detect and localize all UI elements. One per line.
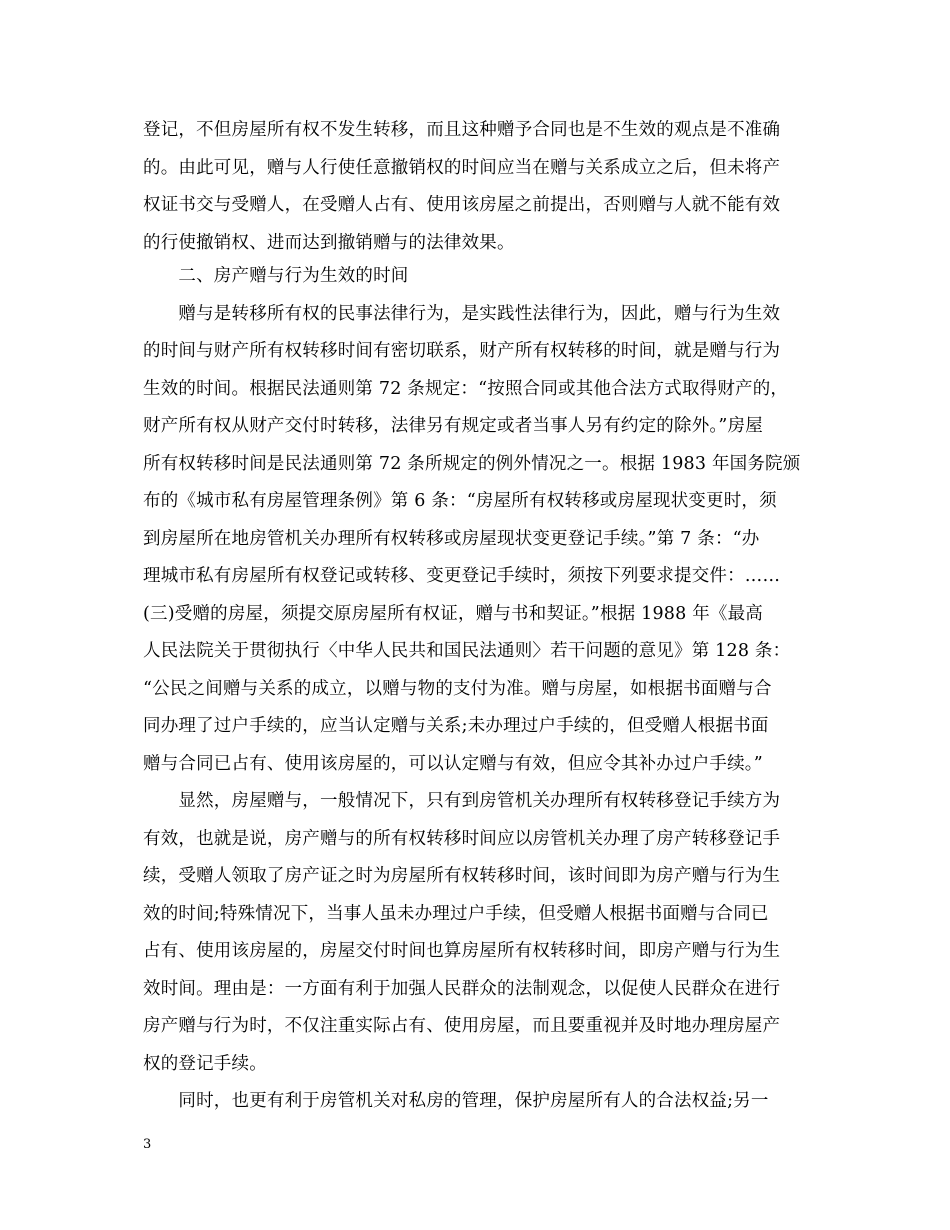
text-line: 所有权转移时间是民法通则第 72 条所规定的例外情况之一。根据 1983 年国务院颁 — [143, 454, 801, 474]
text-line: “公民之间赠与关系的成立，以赠与物的支付为准。赠与房屋，如根据书面赠与合 — [143, 679, 772, 699]
text-line: 占有、使用该房屋的，房屋交付时间也算房屋所有权转移时间，即房产赠与行为生 — [143, 941, 781, 961]
text-line: 效的时间;特殊情况下，当事人虽未办理过户手续，但受赠人根据书面赠与合同已 — [143, 904, 769, 924]
text-line: (三)受赠的房屋，须提交原房屋所有权证，赠与书和契证。”根据 1988 年《最高 — [143, 604, 764, 624]
text-line: 的。由此可见，赠与人行使任意撤销权的时间应当在赠与关系成立之后，但未将产 — [143, 158, 781, 178]
text-line: 续，受赠人领取了房产证之时为房屋所有权转移时间，该时间即为房产赠与行为生 — [143, 866, 781, 886]
text-line: 二、房产赠与行为生效的时间 — [143, 266, 409, 286]
text-line: 权证书交与受赠人，在受赠人占有、使用该房屋之前提出，否则赠与人就不能有效 — [143, 195, 781, 215]
text-line: 的时间与财产所有权转移时间有密切联系，财产所有权转移的时间，就是赠与行为 — [143, 341, 781, 361]
text-line: 的行使撤销权、进而达到撤销赠与的法律效果。 — [143, 233, 515, 253]
text-line: 生效的时间。根据民法通则第 72 条规定：“按照合同或其他合法方式取得财产的， — [143, 379, 789, 399]
text-line: 布的《城市私有房屋管理条例》第 6 条：“房屋所有权转移或房屋现状变更时，须 — [143, 491, 777, 511]
text-line: 权的登记手续。 — [143, 1054, 267, 1074]
text-line: 登记，不但房屋所有权不发生转移，而且这种赠予合同也是不生效的观点是不准确 — [143, 120, 781, 140]
text-line: 赠与是转移所有权的民事法律行为，是实践性法律行为，因此，赠与行为生效 — [143, 304, 781, 324]
text-line: 同办理了过户手续的，应当认定赠与关系;未办理过户手续的，但受赠人根据书面 — [143, 716, 769, 736]
text-line: 赠与合同已占有、使用该房屋的，可以认定赠与有效，但应令其补办过户手续。” — [143, 754, 763, 774]
text-line: 效时间。理由是：一方面有利于加强人民群众的法制观念，以促使人民群众在进行 — [143, 979, 781, 999]
text-line: 财产所有权从财产交付时转移，法律另有规定或者当事人另有约定的除外。”房屋 — [143, 416, 763, 436]
text-line: 理城市私有房屋所有权登记或转移、变更登记手续时，须按下列要求提交件：…… — [143, 566, 781, 586]
page-number: 3 — [143, 1137, 152, 1152]
text-line: 房产赠与行为时，不仅注重实际占有、使用房屋，而且要重视并及时地办理房屋产 — [143, 1016, 781, 1036]
text-line: 有效，也就是说，房产赠与的所有权转移时间应以房管机关办理了房产转移登记手 — [143, 829, 781, 849]
text-line: 同时，也更有利于房管机关对私房的管理，保护房屋所有人的合法权益;另一 — [143, 1091, 769, 1111]
text-line: 人民法院关于贯彻执行〈中华人民共和国民法通则〉若干问题的意见》第 128 条： — [143, 641, 791, 661]
text-line: 到房屋所在地房管机关办理所有权转移或房屋现状变更登记手续。”第 7 条：“办 — [143, 529, 760, 549]
text-line: 显然，房屋赠与，一般情况下，只有到房管机关办理所有权转移登记手续方为 — [143, 791, 781, 811]
